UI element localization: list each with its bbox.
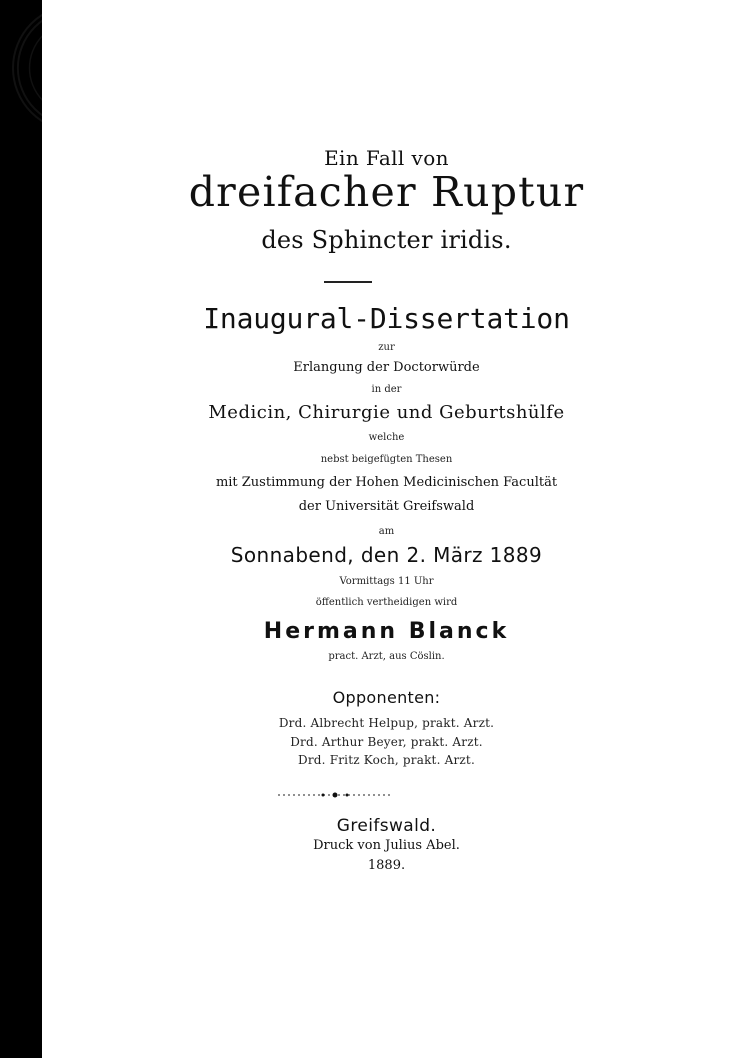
imprint-place: Greifswald.	[336, 816, 437, 836]
author-descriptor: pract. Arzt, aus Cöslin.	[328, 651, 445, 662]
line-time: Vormittags 11 Uhr	[339, 576, 434, 587]
title-prefix: Ein Fall von	[324, 146, 449, 170]
line-defense: öffentlich vertheidigen wird	[315, 597, 458, 608]
title-main: dreifacher Ruptur	[188, 168, 585, 216]
line-thesen: nebst beigefügten Thesen	[320, 454, 453, 465]
dissertation-heading: Inaugural-Dissertation	[203, 302, 570, 335]
ornamental-rule	[278, 792, 392, 798]
left-scan-border	[0, 0, 42, 1058]
line-in-der: in der	[371, 384, 402, 395]
title-divider	[324, 281, 372, 283]
imprint-year: 1889.	[367, 858, 406, 873]
opponents-title: Opponenten:	[332, 688, 441, 707]
line-am: am	[378, 526, 395, 537]
opponent-item: Drd. Arthur Beyer, prakt. Arzt.	[290, 735, 483, 749]
title-page	[42, 0, 731, 1058]
line-field: Medicin, Chirurgie und Geburtshülfe	[208, 402, 565, 423]
opponent-item: Drd. Fritz Koch, prakt. Arzt.	[298, 753, 475, 767]
line-erlangung: Erlangung der Doctorwürde	[293, 360, 480, 375]
author-name: Hermann Blanck	[263, 619, 510, 644]
imprint-printer: Druck von Julius Abel.	[313, 838, 460, 853]
line-zur: zur	[378, 342, 395, 353]
title-subtitle: des Sphincter iridis.	[261, 226, 512, 254]
line-welche: welche	[368, 432, 405, 443]
line-date: Sonnabend, den 2. März 1889	[230, 543, 543, 567]
line-approval: mit Zustimmung der Hohen Medicinischen Facultät	[215, 475, 558, 490]
line-university: der Universität Greifswald	[298, 499, 475, 514]
opponent-item: Drd. Albrecht Helpup, prakt. Arzt.	[278, 716, 495, 730]
